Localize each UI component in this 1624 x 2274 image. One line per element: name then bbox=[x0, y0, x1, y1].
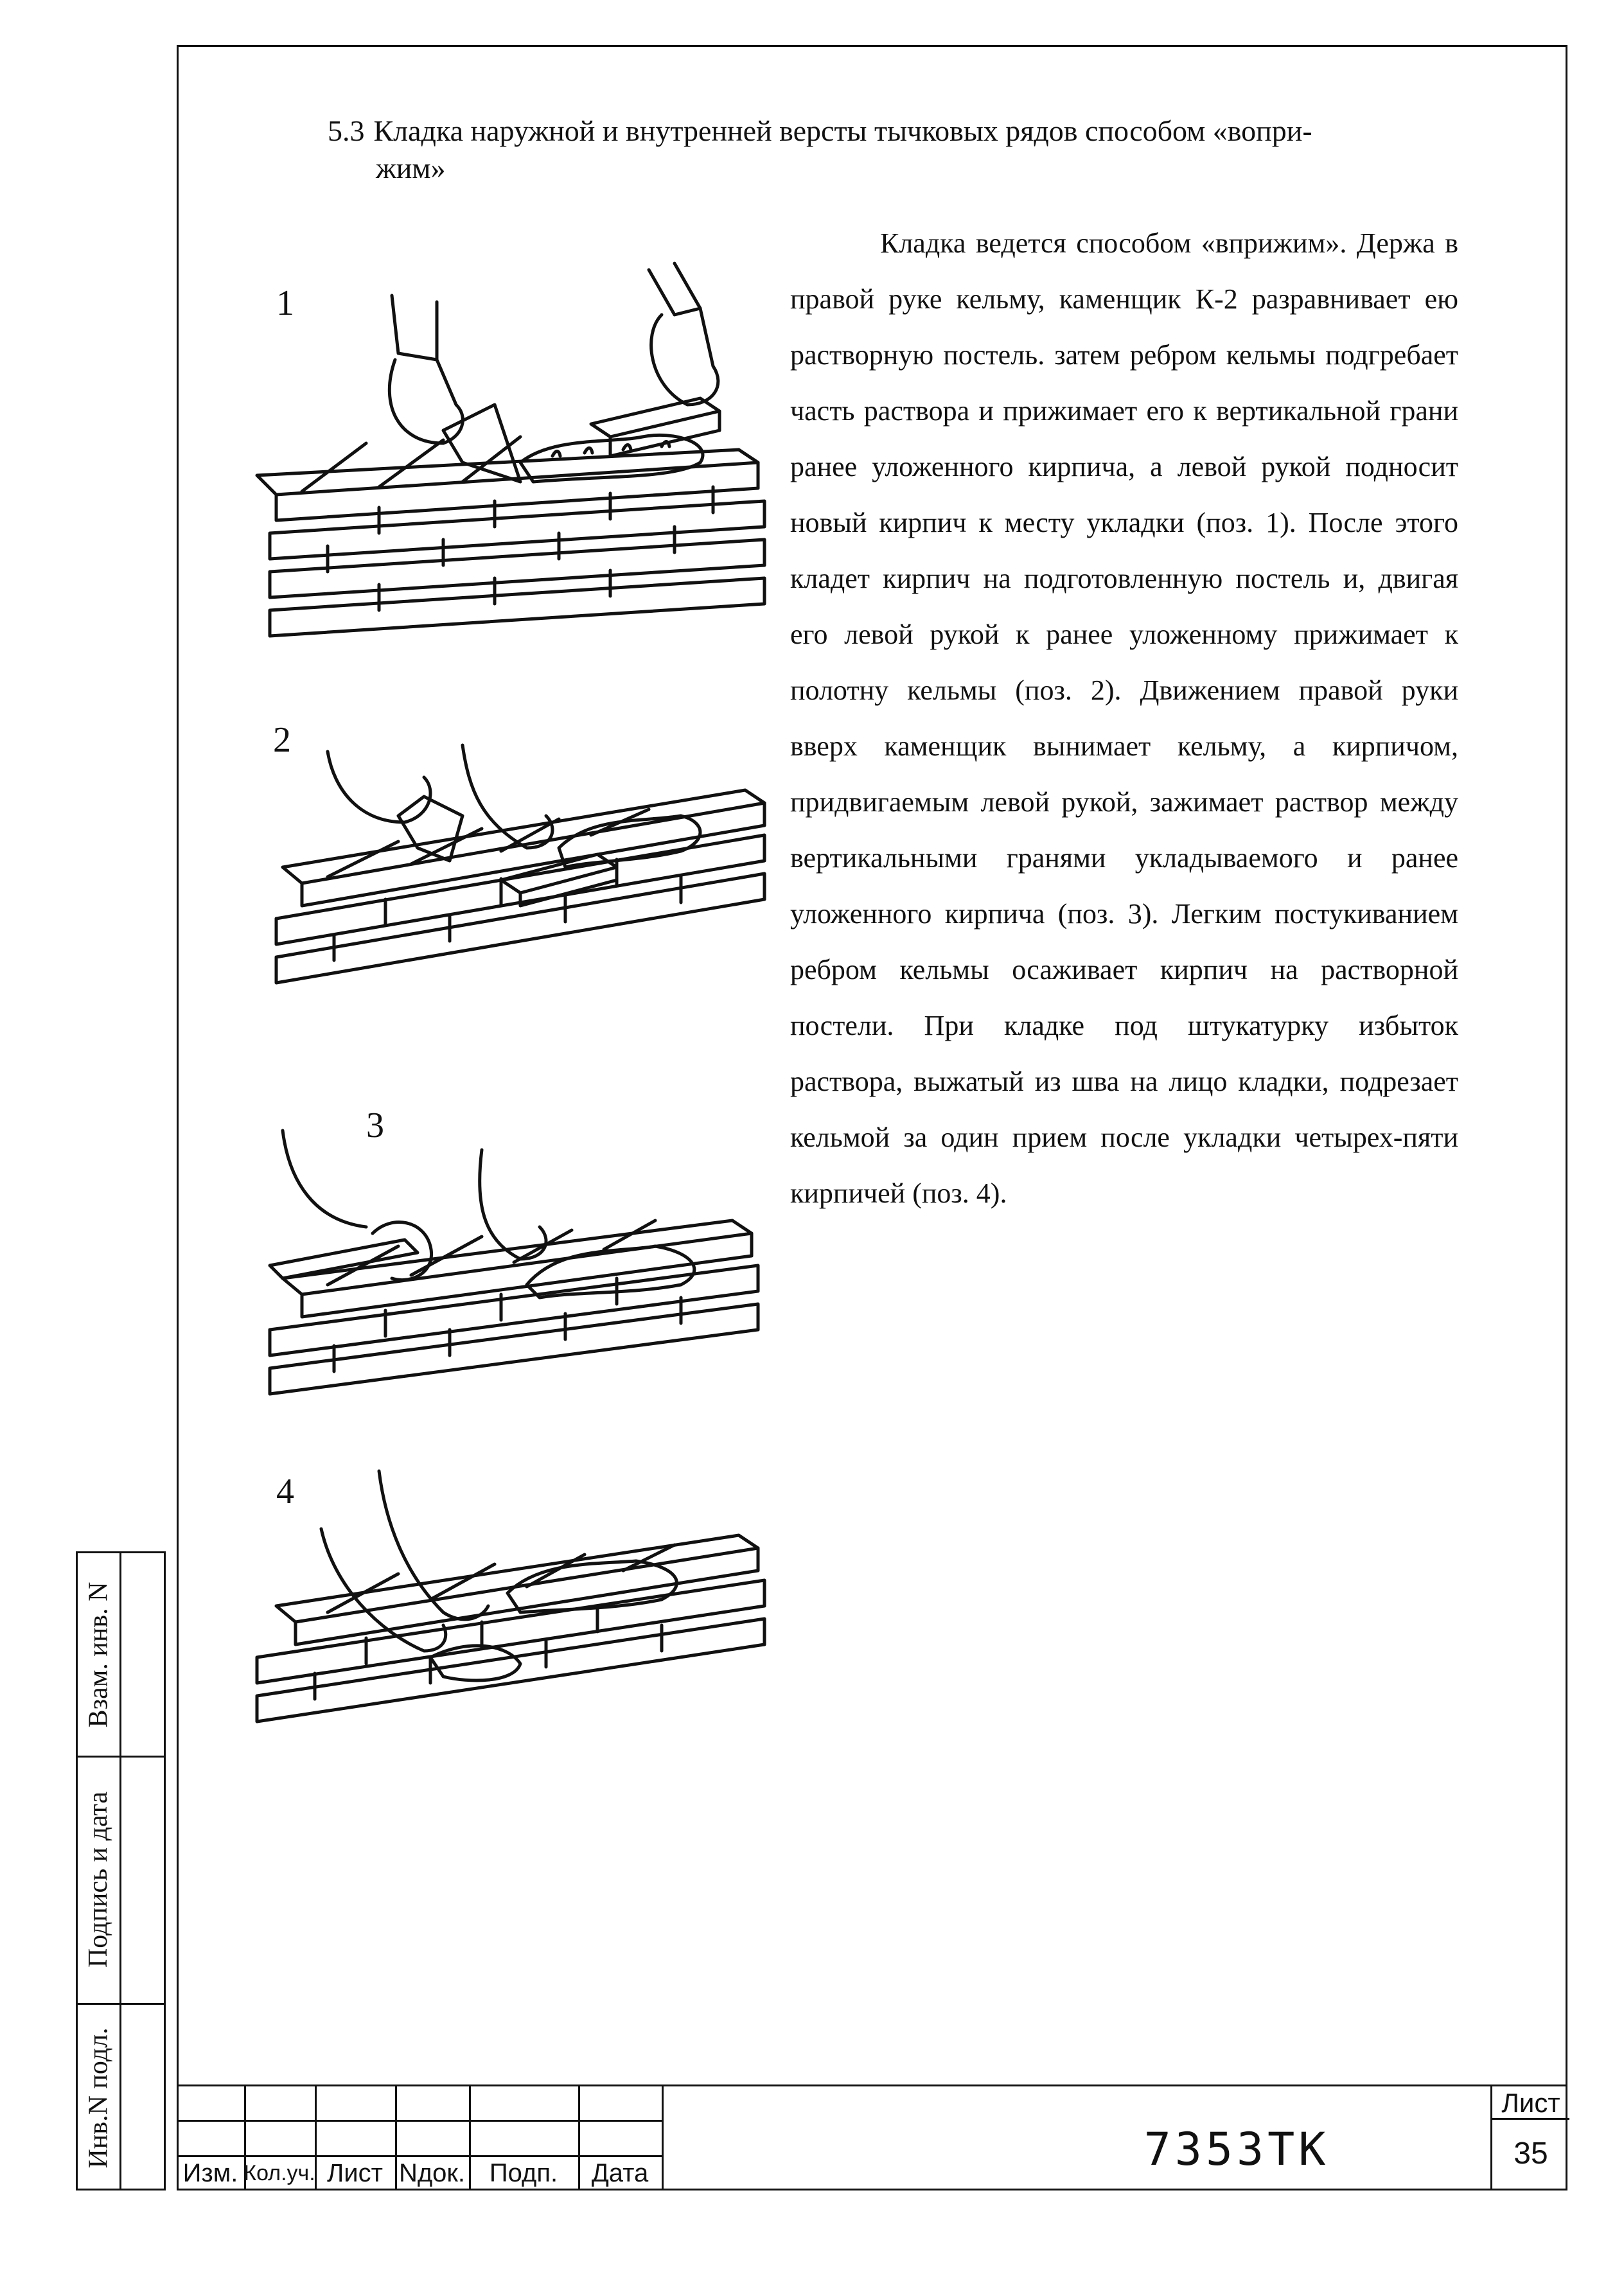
section-title-line1: Кладка наружной и внутренней версты тычковых рядов способом «вопри- bbox=[373, 114, 1312, 147]
section-number: 5.3 bbox=[328, 114, 365, 147]
body-text bbox=[790, 215, 1458, 1221]
figure-label-3: 3 bbox=[366, 1106, 384, 1145]
title-block-top-line bbox=[177, 2084, 1567, 2086]
header-ndok: Nдок. bbox=[398, 2159, 466, 2187]
figure-2-illustration bbox=[257, 713, 771, 1021]
section-title bbox=[328, 112, 1458, 187]
header-izm: Изм. bbox=[182, 2159, 238, 2187]
side-stamp bbox=[76, 1551, 166, 2190]
title-block-row-line bbox=[177, 2120, 662, 2157]
sheet-box-divider bbox=[1492, 2118, 1569, 2120]
figure-4-illustration bbox=[238, 1445, 777, 1786]
figure-label-2: 2 bbox=[273, 720, 291, 760]
inv-podl-label: Инв.N подл. bbox=[84, 2027, 114, 2169]
sheet-box bbox=[1490, 2084, 1569, 2190]
figure-label-1: 1 bbox=[276, 283, 294, 323]
vzam-inv-label: Взам. инв. N bbox=[84, 1582, 114, 1727]
figure-3-illustration bbox=[244, 1092, 771, 1452]
title-block-col-line bbox=[662, 2084, 664, 2190]
header-podp: Подп. bbox=[489, 2159, 558, 2187]
figure-label-4: 4 bbox=[276, 1472, 294, 1512]
header-data: Дата bbox=[591, 2159, 649, 2187]
side-stamp-divider bbox=[119, 1553, 121, 2189]
sheet-number: 35 bbox=[1514, 2137, 1548, 2171]
header-kol-uch: Кол.уч. bbox=[243, 2161, 315, 2185]
document-code: 7353ТК bbox=[1143, 2123, 1330, 2176]
sheet-label: Лист bbox=[1501, 2088, 1560, 2118]
figure-1-illustration bbox=[251, 251, 777, 668]
section-title-line2: жим» bbox=[376, 152, 446, 184]
body-paragraph: Кладка ведется способом «вприжим». Держа в правой руке кельму, каменщик К-2 разравнивает ею растворную постель. затем ребром кельмы подгребает часть раствора и прижимает его к вертикальной грани ранее уложенного кирпича, а левой рукой подносит новый кирпич к месту укладки (поз. 1). После этого кладет кирпич на подготовленную постель и, двигая его левой рукой к ранее уложенному прижимает к полотну кельмы (поз. 2). Движением правой руки вверх каменщик вынимает кельму, а кирпичом, придвигаемым левой рукой, зажимает раствор между вертикальными гранями укладываемого и ранее уложенного кирпича (поз. 3). Легким постукиванием ребром кельмы осаживает кирпич на растворной постели. При кладке под штукатурку избыток раствора, выжатый из шва на лицо кладки, подрезает кельмой за один прием после укладки четырех-пяти кирпичей (поз. 4). bbox=[790, 227, 1458, 1209]
header-list: Лист bbox=[327, 2159, 383, 2187]
podpis-data-label: Подпись и дата bbox=[84, 1791, 114, 1968]
title-block bbox=[177, 2084, 1567, 2190]
